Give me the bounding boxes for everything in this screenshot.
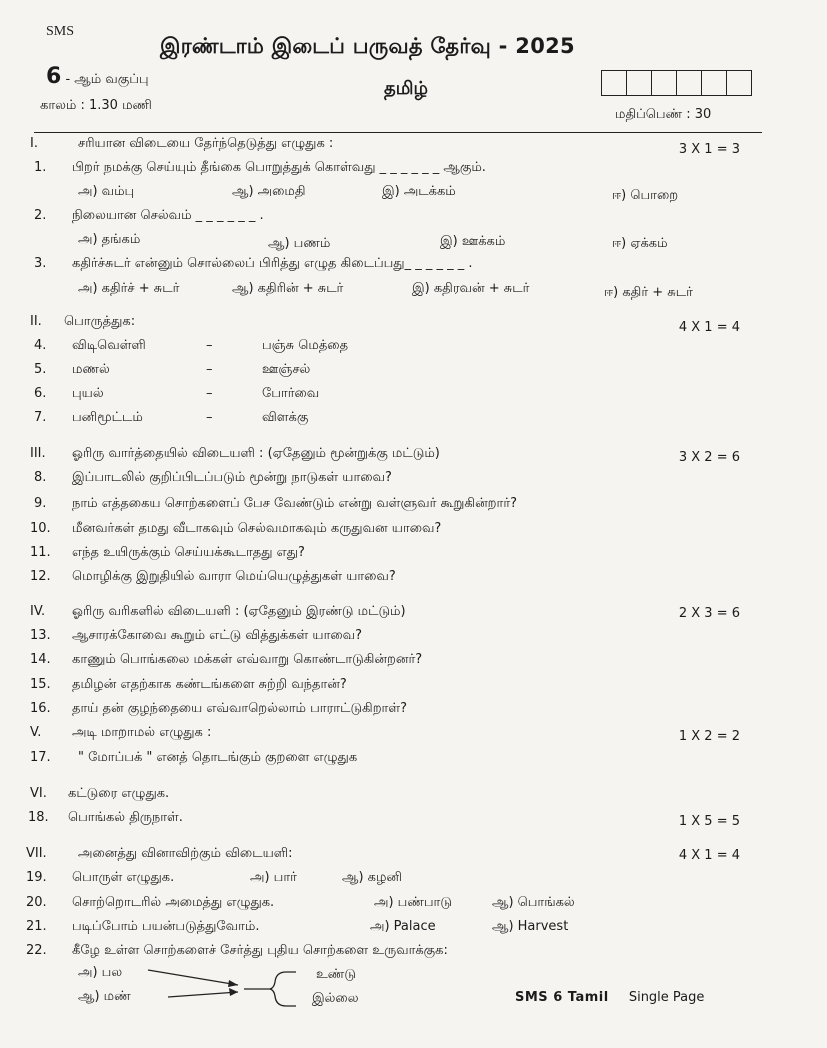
exam-title: இரண்டாம் இடைப் பருவத் தேர்வு - 2025 xyxy=(160,34,575,58)
section-number: III. xyxy=(30,446,46,461)
section-2-heading xyxy=(0,314,827,336)
section-number: II. xyxy=(30,314,42,329)
match-right: போர்வை xyxy=(262,386,320,401)
section-number: V. xyxy=(30,725,42,740)
section-marks: 3 X 2 = 6 xyxy=(678,450,740,465)
question-text: நாம் எத்தகைய சொற்களைப் பேச வேண்டும் என்று வள்ளுவர் கூறுகின்றார்? xyxy=(72,496,518,511)
question-number: 17. xyxy=(30,750,51,765)
match-dash: – xyxy=(206,410,213,425)
option-c: இ) கதிரவன் + சுடர் xyxy=(412,281,530,296)
section-number: VI. xyxy=(30,786,47,801)
section-number: IV. xyxy=(30,604,46,619)
register-box xyxy=(602,71,627,95)
section-title: கட்டுரை எழுதுக. xyxy=(68,786,170,801)
section-number: I. xyxy=(30,136,38,151)
section-title: அனைத்து வினாவிற்கும் விடையளி: xyxy=(78,846,293,861)
question-number: 20. xyxy=(26,895,47,910)
match-row xyxy=(0,362,827,384)
exam-duration: காலம் : 1.30 மணி xyxy=(40,98,152,113)
option-a: அ) Palace xyxy=(370,919,436,934)
register-box xyxy=(652,71,677,95)
section-marks: 2 X 3 = 6 xyxy=(678,606,740,621)
match-row xyxy=(0,410,827,432)
section-marks: 4 X 1 = 4 xyxy=(678,848,740,863)
register-box xyxy=(677,71,702,95)
option-b: ஆ) அமைதி xyxy=(232,184,306,199)
arrow-line xyxy=(168,992,238,997)
arrow-head-icon xyxy=(229,988,238,996)
question-20 xyxy=(0,895,827,917)
section-marks: 1 X 5 = 5 xyxy=(678,814,740,829)
question-number: 14. xyxy=(30,652,51,667)
class-number: 6 xyxy=(46,64,62,89)
question-1-options xyxy=(0,184,827,206)
school-code: SMS xyxy=(46,24,75,39)
question-number: 21. xyxy=(26,919,47,934)
section-title: பொருத்துக: xyxy=(64,314,136,329)
match-left: புயல் xyxy=(72,386,104,401)
section-title: ஓரிரு வார்த்தையில் விடையளி : (ஏதேனும் மூன்றுக்கு மட்டும்) xyxy=(72,446,440,461)
question-number: 19. xyxy=(26,870,47,885)
register-number-boxes xyxy=(601,70,752,96)
question-22 xyxy=(0,943,827,965)
question-number: 1. xyxy=(34,160,47,175)
match-left: மணல் xyxy=(72,362,110,377)
match-left: விடிவெள்ளி xyxy=(72,338,146,353)
question-text: பொருள் எழுதுக. xyxy=(72,870,175,885)
section-4-heading xyxy=(0,604,827,626)
option-a: அ) கதிர்ச் + சுடர் xyxy=(78,281,180,296)
join-right-word: உண்டு xyxy=(316,967,356,982)
option-d: ஈ) பொறை xyxy=(612,188,679,203)
subject-title: தமிழ் xyxy=(384,78,428,99)
question-15 xyxy=(0,677,827,699)
question-number: 7. xyxy=(34,410,47,425)
question-text: மொழிக்கு இறுதியில் வாரா மெய்யெழுத்துகள் யாவை? xyxy=(72,569,396,584)
option-a: அ) பண்பாடு xyxy=(374,895,452,910)
match-right: விளக்கு xyxy=(262,410,309,425)
question-number: 10. xyxy=(30,521,51,536)
question-19 xyxy=(0,870,827,892)
section-title: அடி மாறாமல் எழுதுக : xyxy=(72,725,212,740)
class-suffix: - ஆம் வகுப்பு xyxy=(65,72,149,87)
question-18 xyxy=(0,810,827,832)
section-5-heading xyxy=(0,725,827,747)
option-b: ஆ) பொங்கல் xyxy=(492,895,575,910)
section-1-heading xyxy=(0,136,827,158)
option-a: அ) பார் xyxy=(250,870,297,885)
question-number: 6. xyxy=(34,386,47,401)
question-text: படிப்போம் பயன்படுத்துவோம். xyxy=(72,919,260,934)
match-dash: – xyxy=(206,338,213,353)
question-number: 22. xyxy=(26,943,47,958)
question-text: மீனவர்கள் தமது வீடாகவும் செல்வமாகவும் கருதுவன யாவை? xyxy=(72,521,442,536)
question-text: எந்த உயிருக்கும் செய்யக்கூடாதது எது? xyxy=(72,545,305,560)
question-text: கதிர்ச்சுடர் என்னும் சொல்லைப் பிரித்து எழுத கிடைப்பது_ _ _ _ _ _ . xyxy=(72,256,473,271)
question-1 xyxy=(0,160,827,182)
section-title: ஓரிரு வரிகளில் விடையளி : (ஏதேனும் இரண்டு மட்டும்) xyxy=(72,604,406,619)
join-left-word: ஆ) மண் xyxy=(78,989,131,1004)
question-number: 2. xyxy=(34,208,47,223)
section-marks: 3 X 1 = 3 xyxy=(678,142,740,157)
question-number: 3. xyxy=(34,256,47,271)
join-right-word: இல்லை xyxy=(312,991,359,1006)
question-number: 9. xyxy=(34,496,47,511)
page-label: Single Page xyxy=(628,990,705,1005)
question-number: 5. xyxy=(34,362,47,377)
arrow-line xyxy=(148,970,238,985)
register-box xyxy=(627,71,652,95)
option-b: ஆ) Harvest xyxy=(492,919,569,934)
question-10 xyxy=(0,521,827,543)
section-marks: 4 X 1 = 4 xyxy=(678,320,740,335)
section-marks: 1 X 2 = 2 xyxy=(678,729,740,744)
total-marks: மதிப்பெண் : 30 xyxy=(615,107,712,122)
join-arrows-diagram xyxy=(140,960,320,1010)
question-9 xyxy=(0,496,827,518)
question-text: நிலையான செல்வம் _ _ _ _ _ _ . xyxy=(72,208,264,223)
question-text: தமிழன் எதற்காக கண்டங்களை சுற்றி வந்தான்? xyxy=(72,677,347,692)
question-11 xyxy=(0,545,827,567)
match-row xyxy=(0,338,827,360)
option-d: ஈ) ஏக்கம் xyxy=(612,236,668,251)
arrow-head-icon xyxy=(228,980,238,987)
option-a: அ) வம்பு xyxy=(78,184,135,199)
question-number: 8. xyxy=(34,470,47,485)
header-divider xyxy=(34,132,762,133)
footer xyxy=(515,990,704,1005)
question-text: தாய் தன் குழந்தையை எவ்வாறெல்லாம் பாராட்டுகிறாள்? xyxy=(72,701,407,716)
match-right: பஞ்சு மெத்தை xyxy=(262,338,349,353)
question-number: 12. xyxy=(30,569,51,584)
option-b: ஆ) கழனி xyxy=(342,870,402,885)
section-title: சரியான விடையை தேர்ந்தெடுத்து எழுதுக : xyxy=(78,136,334,151)
question-13 xyxy=(0,628,827,650)
question-number: 4. xyxy=(34,338,47,353)
match-dash: – xyxy=(206,362,213,377)
question-2 xyxy=(0,208,827,230)
option-b: ஆ) கதிரின் + சுடர் xyxy=(232,281,344,296)
match-dash: – xyxy=(206,386,213,401)
question-text: இப்பாடலில் குறிப்பிடப்படும் மூன்று நாடுகள் யாவை? xyxy=(72,470,392,485)
match-right: ஊஞ்சல் xyxy=(262,362,311,377)
section-7-heading xyxy=(0,846,827,868)
question-8 xyxy=(0,470,827,492)
question-text: பொங்கல் திருநாள். xyxy=(68,810,183,825)
question-number: 13. xyxy=(30,628,51,643)
class-label xyxy=(46,64,149,89)
question-text: சொற்றொடரில் அமைத்து எழுதுக. xyxy=(72,895,275,910)
option-d: ஈ) கதிர் + சுடர் xyxy=(604,285,693,300)
question-text: பிறர் நமக்கு செய்யும் தீங்கை பொறுத்துக் கொள்வது _ _ _ _ _ _ ஆகும். xyxy=(72,160,486,175)
curly-brace-icon xyxy=(244,972,296,1006)
register-box xyxy=(727,71,751,95)
question-3 xyxy=(0,256,827,278)
question-21 xyxy=(0,919,827,941)
question-12 xyxy=(0,569,827,591)
join-left-word: அ) பல xyxy=(78,965,123,980)
question-number: 11. xyxy=(30,545,51,560)
section-6-heading xyxy=(0,786,827,808)
section-number: VII. xyxy=(26,846,47,861)
section-3-heading xyxy=(0,446,827,468)
register-box xyxy=(702,71,727,95)
option-b: ஆ) பணம் xyxy=(268,236,331,251)
question-number: 16. xyxy=(30,701,51,716)
question-14 xyxy=(0,652,827,674)
match-row xyxy=(0,386,827,408)
question-text: ஆசாரக்கோவை கூறும் எட்டு வித்துக்கள் யாவை? xyxy=(72,628,363,643)
paper-code: SMS 6 Tamil xyxy=(515,990,609,1005)
question-text: காணும் பொங்கலை மக்கள் எவ்வாறு கொண்டாடுகின்றனர்? xyxy=(72,652,423,667)
question-text: " மோப்பக் " எனத் தொடங்கும் குறளை எழுதுக xyxy=(78,750,358,765)
question-3-options xyxy=(0,281,827,303)
question-2-options xyxy=(0,232,827,254)
question-text: கீழே உள்ள சொற்களைச் சேர்த்து புதிய சொற்களை உருவாக்குக: xyxy=(72,943,448,958)
option-a: அ) தங்கம் xyxy=(78,232,141,247)
question-number: 18. xyxy=(28,810,49,825)
option-c: இ) ஊக்கம் xyxy=(440,234,506,249)
question-17 xyxy=(0,750,827,772)
match-left: பனிமூட்டம் xyxy=(72,410,143,425)
option-c: இ) அடக்கம் xyxy=(382,184,456,199)
question-16 xyxy=(0,701,827,723)
question-number: 15. xyxy=(30,677,51,692)
